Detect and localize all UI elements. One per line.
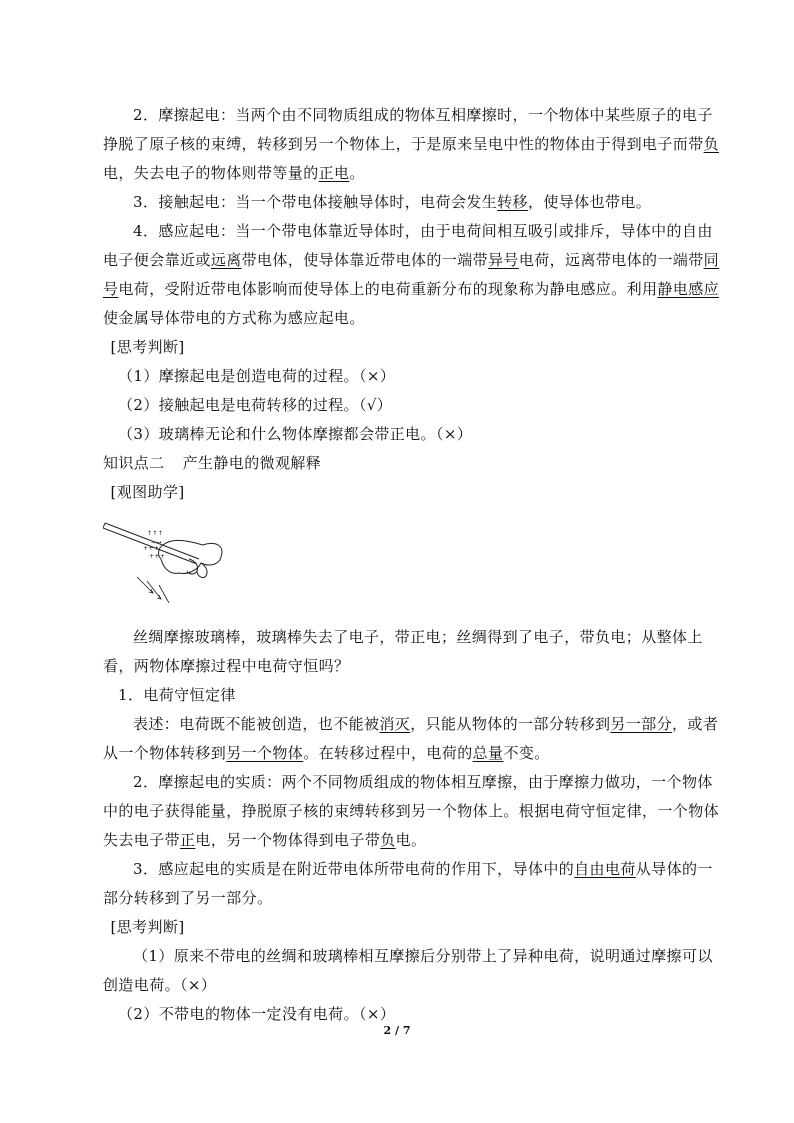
paragraph-friction-essence: [103, 768, 720, 855]
text: 2．摩擦起电：当两个由不同物质组成的物体互相摩擦时，一个物体中某些原子的电子挣脱了原子核的束缚，转移到另一个物体上，于是原来呈电中性的物体由于得到电子而带: [103, 106, 713, 153]
answer-blank: 负: [380, 831, 396, 849]
text: 电荷，受附近带电体影响而使导体上的电荷重新分布的现象称为静电感应。利用: [118, 280, 658, 298]
text: 从导体的一部分转移到了另一部分。: [103, 860, 713, 907]
answer-blank: 自由电荷: [574, 860, 636, 878]
text: 电。: [395, 831, 427, 849]
answer-blank: 异号: [488, 251, 519, 269]
judge-item: （2）接触起电是电荷转移的过程。（√）: [118, 396, 393, 414]
text: 电，另一个物体得到电子带: [195, 831, 381, 849]
judge-item: （1）摩擦起电是创造电荷的过程。（×）: [118, 367, 396, 385]
text: ，只能从物体的一部分转移到: [410, 715, 611, 733]
judge-item: （2）不带电的物体一定没有电荷。（×）: [118, 1005, 396, 1023]
think-judge-label: [思考判断]: [110, 338, 185, 356]
answer-blank: 正: [180, 831, 196, 849]
text: 不变。: [503, 744, 550, 762]
answer-blank: 总量: [472, 744, 504, 762]
page-number: 2 / 7: [383, 1024, 411, 1037]
answer-blank: 同号: [103, 251, 720, 298]
text: ，使导体也带电。: [527, 193, 652, 211]
svg-text:→→: →→: [151, 539, 162, 546]
text: 。在转移过程中，电荷的: [303, 744, 473, 762]
knowledge-point-label: 知识点二: [103, 454, 165, 472]
paragraph-conservation-law: [103, 710, 720, 768]
figure-study-label: [观图助学]: [110, 483, 185, 501]
text: ，或者从一个物体转移到: [103, 715, 719, 762]
text: 2．摩擦起电的实质：两个不同物质组成的物体相互摩擦，由于摩擦力做功，一个物体中的电子获得能量，挣脱原子核的束缚转移到另一个物体上。根据电荷守恒定律，一个物体失去电子带: [103, 773, 720, 849]
question-paragraph: 丝绸摩擦玻璃棒，玻璃棒失去了电子，带正电；丝绸得到了电子，带负电；从整体上看，两物体摩擦过程中电荷守恒吗？: [103, 628, 703, 675]
text: 带电体，使导体靠近带电体的一端带: [241, 251, 489, 269]
paragraph-contact-charging: [103, 188, 720, 217]
text: 电，失去电子的物体则带等量的: [103, 164, 319, 182]
text: 。: [349, 164, 365, 182]
judge-item: （1）原来不带电的丝绸和玻璃棒相互摩擦后分别带上了异种电荷，说明通过摩擦可以创造电荷。（×）: [103, 947, 713, 994]
svg-text:+++: +++: [143, 545, 160, 552]
answer-blank: 另一个物体: [226, 744, 304, 762]
text: 使金属导体带电的方式称为感应起电。: [103, 309, 365, 327]
text: 表述：电荷既不能被创造，也不能被: [133, 715, 380, 733]
knowledge-point-title: 产生静电的微观解释: [182, 454, 322, 472]
answer-blank: 正电: [318, 164, 350, 182]
svg-text:↑↑↑: ↑↑↑: [147, 530, 164, 537]
conservation-law-title: 1．电荷守恒定律: [118, 686, 236, 704]
text: 电荷，远离带电体的一端带: [518, 251, 704, 269]
answer-blank: 消灭: [379, 715, 411, 733]
answer-blank: 转移: [497, 193, 528, 211]
think-judge-label: [思考判断]: [110, 918, 185, 936]
paragraph-friction-charging: [103, 101, 720, 188]
judge-item: （3）玻璃棒无论和什么物体摩擦都会带正电。（×）: [118, 425, 473, 443]
paragraph-induction-charging: [103, 217, 720, 333]
text: 3．感应起电的实质是在附近带电体所带电荷的作用下，导体中的: [133, 860, 575, 878]
answer-blank: 另一部分: [610, 715, 673, 733]
paragraph-induction-essence: [103, 855, 720, 913]
answer-blank: 负: [703, 135, 720, 153]
figure-glass-rod-rubbing: [103, 513, 720, 617]
glass-rod-illustration: [103, 515, 233, 615]
svg-text:+++: +++: [149, 553, 166, 560]
text: 4．感应起电：当一个带电体靠近导体时，由于电荷间相互吸引或排斥，导体中的自由电子便会靠近或: [103, 222, 713, 269]
knowledge-point-heading: [103, 449, 720, 478]
text: 3．接触起电：当一个带电体接触导体时，电荷会发生: [133, 193, 498, 211]
answer-blank: 远离: [210, 251, 242, 269]
answer-blank: 静电感应: [657, 280, 720, 298]
page-content: [103, 101, 720, 1029]
